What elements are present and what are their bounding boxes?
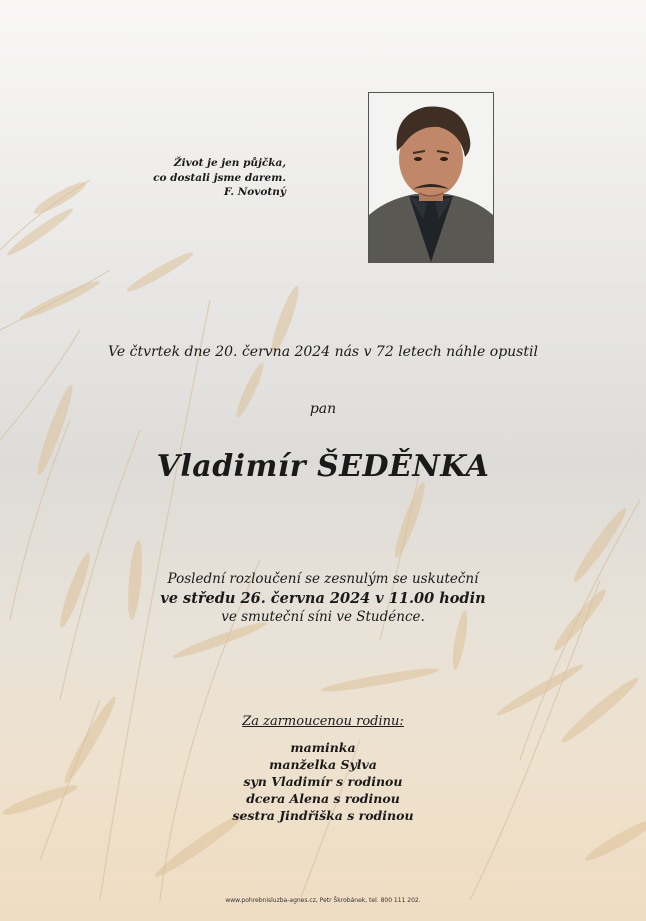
family-member: syn Vladimír s rodinou [243,774,403,789]
deceased-name: Vladimír ŠEDĚNKA [156,449,490,484]
ceremony-location: ve smuteční síni ve Studénce. [221,609,425,625]
family-heading: Za zarmoucenou rodinu: [242,714,404,729]
ceremony-details [0,570,646,627]
quote-author: F. Novotný [223,186,286,198]
motto-quote [150,156,286,200]
family-member: maminka [290,740,356,755]
quote-line-2: co dostali jsme darem. [153,171,286,184]
quote-line-1: Život je jen půjčka, [173,157,286,169]
honorific-title: pan [309,401,337,417]
family-signatures [0,713,646,824]
funeral-service-footer: www.pohrebnisluzba-agnes.cz, Petr Škrobánek, tel. 800 111 202. [225,897,421,904]
death-announcement-line: Ve čtvrtek dne 20. června 2024 nás v 72 letech náhle opustil [108,344,538,360]
family-member: sestra Jindřiška s rodinou [232,808,414,823]
ceremony-line-1: Poslední rozloučení se zesnulým se uskuteční [167,571,479,587]
portrait-photo-image [369,93,493,262]
portrait-photo [368,92,494,263]
ceremony-date-time: ve středu 26. června 2024 v 11.00 hodin [160,590,486,607]
family-member: dcera Alena s rodinou [246,791,400,806]
family-member: manželka Sylva [269,757,377,772]
